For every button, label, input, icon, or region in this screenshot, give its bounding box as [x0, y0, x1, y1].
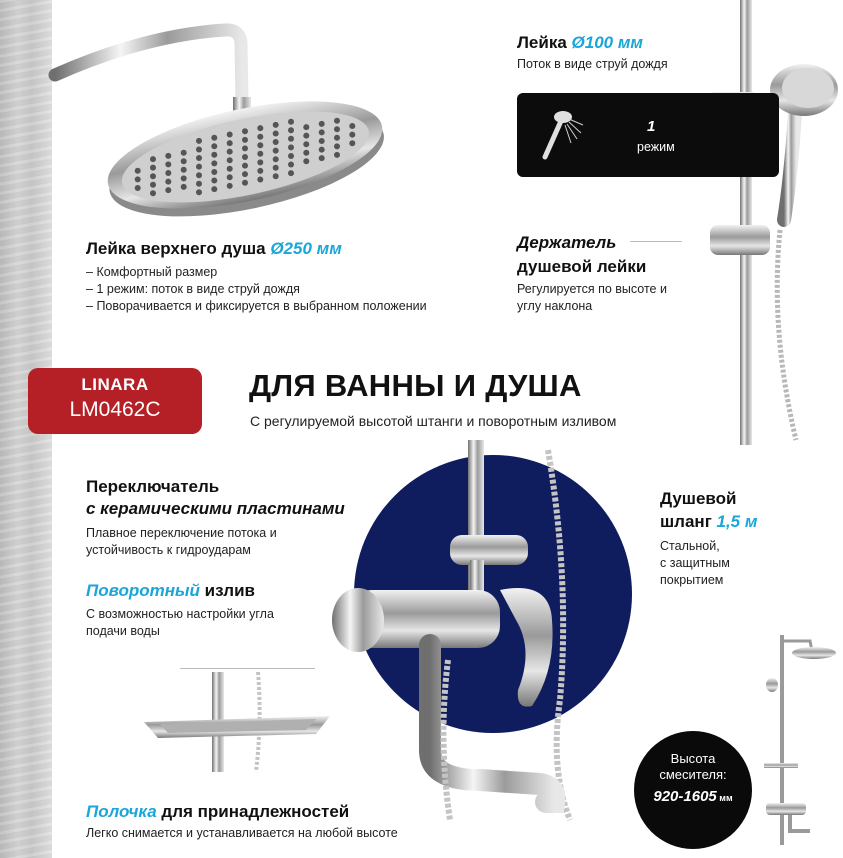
mixer-height-number: 920-1605: [653, 788, 717, 805]
shelf-label: для принадлежностей: [156, 802, 350, 821]
nozzle-dot: [227, 132, 233, 138]
brand-badge: [28, 368, 202, 434]
model-code: LM0462C: [69, 398, 161, 421]
nozzle-dot: [211, 186, 217, 192]
holder-desc-2: углу наклона: [517, 299, 593, 313]
nozzle-dot: [227, 166, 233, 172]
shower-system-thumbnail: [760, 635, 840, 855]
holder-divider: [630, 241, 682, 242]
nozzle-dot: [319, 129, 325, 135]
nozzle-dot: [303, 158, 309, 164]
hose-desc-2: с защитным: [660, 556, 730, 570]
slide-bar-illustration: [700, 0, 843, 450]
nozzle-dot: [242, 128, 248, 134]
nozzle-dot: [349, 132, 355, 138]
nozzle-dot: [165, 161, 171, 167]
hand-shower-size: Ø100 мм: [571, 33, 643, 52]
nozzle-dot: [334, 126, 340, 132]
nozzle-dot: [150, 182, 156, 188]
nozzle-dot: [257, 177, 263, 183]
nozzle-dot: [150, 156, 156, 162]
nozzle-dot: [150, 165, 156, 171]
mixer-height-badge: [634, 731, 752, 849]
nozzle-dot: [227, 157, 233, 163]
nozzle-dot: [211, 152, 217, 158]
nozzle-dot: [242, 163, 248, 169]
mixer-height-line-1: Высота: [670, 751, 716, 766]
nozzle-dot: [273, 148, 279, 154]
nozzle-dot: [181, 167, 187, 173]
nozzle-dot: [135, 185, 141, 191]
nozzle-dot: [288, 170, 294, 176]
mixer-height-value: [634, 788, 752, 805]
spout-accent: Поворотный: [86, 581, 200, 600]
nozzle-dot: [273, 156, 279, 162]
nozzle-dot: [196, 164, 202, 170]
hand-shower-label: Лейка: [517, 33, 572, 52]
hand-shower-spray-icon: [539, 107, 589, 163]
nozzle-dot: [257, 134, 263, 140]
rain-shower-heading: [86, 238, 342, 259]
holder-desc-1: Регулируется по высоте и: [517, 282, 667, 296]
nozzle-dot: [319, 138, 325, 144]
hose-label: шланг: [660, 512, 717, 531]
nozzle-dot: [227, 183, 233, 189]
nozzle-dot: [273, 122, 279, 128]
nozzle-dot: [303, 150, 309, 156]
hose-desc-3: покрытием: [660, 573, 724, 587]
nozzle-dot: [242, 137, 248, 143]
mixer-height-line-2: смесителя:: [659, 767, 727, 782]
nozzle-dot: [211, 169, 217, 175]
nozzle-dot: [257, 151, 263, 157]
shelf-heading: [86, 801, 349, 822]
shelf-desc: Легко снимается и устанавливается на любой высоте: [86, 826, 398, 840]
nozzle-dot: [196, 155, 202, 161]
brand-name: LINARA: [81, 375, 149, 394]
nozzle-dot: [319, 147, 325, 153]
spout-desc-1: С возможностью настройки угла: [86, 607, 274, 621]
nozzle-dot: [242, 154, 248, 160]
hand-shower-desc: Поток в виде струй дождя: [517, 57, 668, 71]
nozzle-dot: [165, 153, 171, 159]
hose-desc-1: Стальной,: [660, 539, 720, 553]
mode-count: 1: [647, 118, 656, 135]
rain-shower-size: Ø250 мм: [270, 239, 342, 258]
nozzle-dot: [181, 150, 187, 156]
nozzle-dot: [165, 187, 171, 193]
nozzle-dot: [181, 184, 187, 190]
nozzle-dot: [227, 149, 233, 155]
spout-label: излив: [199, 581, 256, 600]
nozzle-dot: [227, 174, 233, 180]
rain-shower-head-illustration: [55, 15, 395, 215]
nozzle-dot: [288, 127, 294, 133]
nozzle-dot: [288, 144, 294, 150]
holder-label: душевой лейки: [517, 257, 647, 276]
rain-shower-feature: – Поворачивается и фиксируется в выбранном положении: [86, 298, 427, 315]
nozzle-dot: [334, 143, 340, 149]
page-subtitle: С регулируемой высотой штанги и поворотным изливом: [250, 413, 617, 429]
nozzle-dot: [211, 160, 217, 166]
nozzle-dot: [135, 168, 141, 174]
nozzle-dot: [227, 140, 233, 146]
rain-shower-label: Лейка верхнего душа: [86, 239, 271, 258]
nozzle-dot: [273, 139, 279, 145]
nozzle-dot: [165, 170, 171, 176]
holder-accent: Держатель: [517, 233, 617, 252]
nozzle-dot: [211, 143, 217, 149]
nozzle-dot: [288, 136, 294, 142]
nozzle-dot: [334, 118, 340, 124]
nozzle-dot: [288, 153, 294, 159]
nozzle-dot: [273, 131, 279, 137]
shelf-illustration: [140, 672, 340, 782]
mode-label: режим: [637, 140, 675, 154]
nozzle-dot: [135, 176, 141, 182]
nozzle-dot: [349, 140, 355, 146]
nozzle-dot: [181, 158, 187, 164]
nozzle-dot: [196, 189, 202, 195]
nozzle-dot: [334, 152, 340, 158]
mixer-height-unit: мм: [716, 793, 733, 803]
mixer-illustration: [320, 440, 620, 820]
switch-desc-1: Плавное переключение потока и: [86, 526, 277, 540]
nozzle-dot: [288, 162, 294, 168]
shelf-divider-top: [180, 668, 315, 669]
nozzle-dot: [288, 119, 294, 125]
nozzle-dot: [273, 165, 279, 171]
shelf-accent: Полочка: [86, 802, 157, 821]
nozzle-dot: [273, 173, 279, 179]
hose-size: 1,5 м: [716, 512, 758, 531]
nozzle-dot: [319, 121, 325, 127]
nozzle-dot: [211, 178, 217, 184]
nozzle-dot: [196, 172, 202, 178]
nozzle-dot: [242, 180, 248, 186]
nozzle-dot: [150, 173, 156, 179]
nozzle-dot: [211, 135, 217, 141]
nozzle-dot: [349, 123, 355, 129]
nozzle-dot: [150, 190, 156, 196]
nozzle-dot: [257, 168, 263, 174]
rain-shower-features: [86, 264, 427, 315]
nozzle-dot: [196, 181, 202, 187]
hose-heading: [660, 511, 757, 532]
nozzle-dot: [257, 159, 263, 165]
nozzle-dot: [165, 179, 171, 185]
nozzle-dot: [181, 175, 187, 181]
rain-shower-feature: – Комфортный размер: [86, 264, 427, 281]
switch-accent: с керамическими пластинами: [86, 499, 345, 518]
nozzle-dot: [303, 133, 309, 139]
switch-label: Переключатель: [86, 477, 220, 496]
page-title: ДЛЯ ВАННЫ И ДУША: [249, 368, 582, 403]
nozzle-dot: [196, 147, 202, 153]
hose-line-1: Душевой: [660, 489, 737, 508]
nozzle-dot: [257, 125, 263, 131]
nozzle-dot: [257, 142, 263, 148]
nozzle-dot: [242, 145, 248, 151]
switch-desc-2: устойчивость к гидроударам: [86, 543, 251, 557]
hand-shower-heading: [517, 32, 643, 53]
nozzle-dot: [196, 138, 202, 144]
nozzle-dot: [242, 171, 248, 177]
nozzle-dot: [319, 155, 325, 161]
spout-desc-2: подачи воды: [86, 624, 160, 638]
rain-shower-feature: – 1 режим: поток в виде струй дождя: [86, 281, 427, 298]
hand-shower-mode-box: [517, 93, 779, 177]
nozzle-dot: [334, 135, 340, 141]
spout-heading: [86, 580, 255, 601]
nozzle-dot: [303, 124, 309, 130]
nozzle-dot: [303, 141, 309, 147]
